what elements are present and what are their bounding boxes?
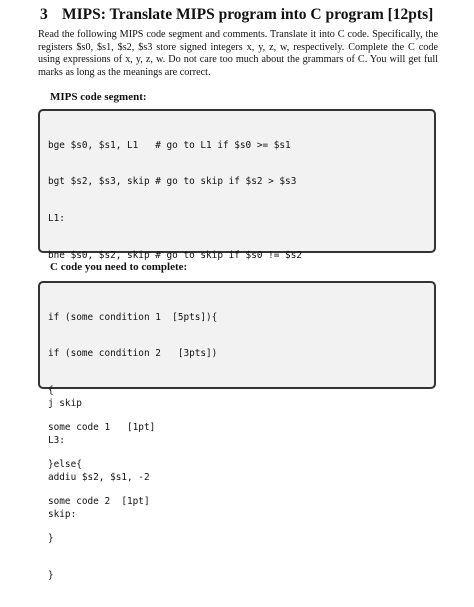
mips-code-line: addiu $s2, $s1, -2: [48, 471, 150, 483]
mips-code-line: L1:: [48, 213, 65, 225]
mips-code-line: skip:: [48, 508, 77, 520]
section-heading: [40, 6, 433, 24]
c-code-line: }: [48, 569, 54, 581]
mips-code-line: L3:: [48, 434, 65, 446]
mips-code-label: MIPS code segment:: [50, 91, 147, 103]
c-code-line: }: [48, 532, 54, 544]
c-code-label: C code you need to complete:: [50, 261, 188, 273]
c-code-line: }else{: [48, 459, 82, 471]
c-code-line: {: [48, 385, 54, 397]
c-code-line: some code 1 [1pt]: [48, 422, 156, 434]
section-number: 3: [40, 6, 48, 23]
section-title: MIPS: Translate MIPS program into C program [12pts]: [62, 6, 434, 23]
mips-code-line: bne $s0, $s2, skip # go to skip if $s0 != $s2: [48, 250, 302, 262]
instructions-paragraph: Read the following MIPS code segment and comments. Translate it into C code. Specifically, the registers $s0, $s1, $s2, $s3 store signed integers x, y, z, w, respectively. Complete the C code using expressions of x, y, z, w. Do not care too much about the grammars of C. You will get full marks as long as the meanings are correct.: [38, 29, 438, 78]
c-code-line: if (some condition 2 [3pts]): [48, 348, 218, 360]
c-code-line: if (some condition 1 [5pts]){: [48, 311, 218, 323]
mips-code-line: j skip: [48, 397, 82, 409]
c-code-line: some code 2 [1pt]: [48, 496, 150, 508]
mips-code-line: bge $s0, $s1, L1 # go to L1 if $s0 >= $s1: [48, 139, 291, 151]
mips-code-line: bgt $s2, $s3, skip # go to skip if $s2 > $s3: [48, 176, 297, 188]
